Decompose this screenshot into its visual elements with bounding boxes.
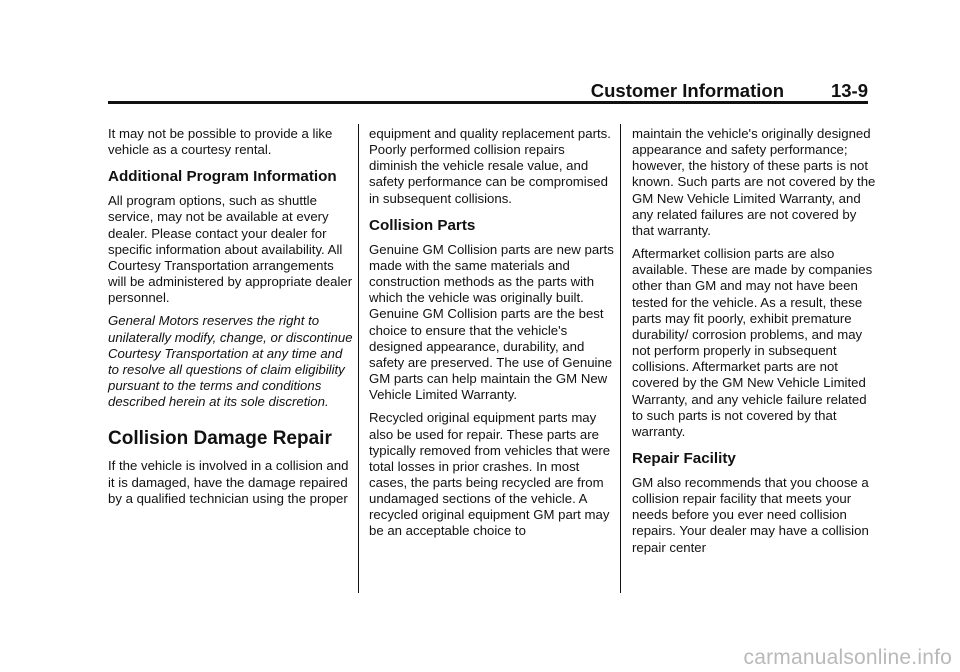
text-column-2	[369, 126, 614, 547]
text-column-3	[632, 126, 877, 563]
paragraph: All program options, such as shuttle service, may not be available at every dealer. Please contact your dealer for specific information about availability. All Courtesy Transportation arrangements will be administered by appropriate dealer personnel.	[108, 193, 353, 306]
column-divider	[620, 124, 621, 593]
column-divider	[358, 124, 359, 593]
italic-disclaimer: General Motors reserves the right to unilaterally modify, change, or discontinue Courtesy Transportation at any time and to resolve all questions of claim eligibility pursuant to the terms and conditions described herein at its sole discretion.	[108, 313, 353, 410]
paragraph: Aftermarket collision parts are also available. These are made by companies other than GM and may not have been tested for the vehicle. As a result, these parts may fit poorly, exhibit premature durability/ corrosion problems, and may not perform properly in subsequent collisions. Aftermarket parts are not covered by the GM New Vehicle Limited Warranty, and any vehicle failure related to such parts is not covered by that warranty.	[632, 246, 873, 439]
paragraph: equipment and quality replacement parts. Poorly performed collision repairs diminish the vehicle resale value, and safety performance can be compromised in subsequent collisions.	[369, 126, 611, 206]
paragraph: If the vehicle is involved in a collision and it is damaged, have the damage repaired by a qualified technician using the proper	[108, 458, 349, 506]
paragraph: Recycled original equipment parts may also be used for repair. These parts are typically removed from vehicles that were total losses in prior crashes. In most cases, the parts being recycled are from undamaged sections of the vehicle. A recycled original equipment GM part may be an acceptable choice to	[369, 410, 611, 539]
subheading-additional-program-information: Additional Program Information	[108, 168, 337, 186]
paragraph: Genuine GM Collision parts are new parts made with the same materials and construction methods as the parts with which the vehicle was originally built. Genuine GM Collision parts are the best choice to ensure that the vehicle's designed appearance, durability, and safety are preserved. The use of Genuine GM parts can help maintain the GM New Vehicle Limited Warranty.	[369, 241, 614, 403]
header-rule	[108, 101, 868, 104]
subheading-repair-facility: Repair Facility	[632, 449, 736, 467]
heading-collision-damage-repair: Collision Damage Repair	[108, 428, 332, 450]
page-number: 13-9	[830, 80, 868, 101]
paragraph: maintain the vehicle's originally designed appearance and safety performance; however, the history of these parts is not known. Such parts are not covered by the GM New Vehicle Limited Warranty, and any related failures are not covered by that warranty.	[632, 126, 876, 238]
subheading-collision-parts: Collision Parts	[369, 216, 476, 234]
watermark: carmanualsonline.info	[743, 646, 952, 669]
paragraph: It may not be possible to provide a like vehicle as a courtesy rental.	[108, 126, 333, 158]
paragraph: GM also recommends that you choose a collision repair facility that meets your needs before you ever need collision repairs. Your dealer may have a collision repair center	[632, 474, 869, 555]
text-column-1	[108, 126, 353, 514]
section-title: Customer Information	[590, 80, 784, 101]
